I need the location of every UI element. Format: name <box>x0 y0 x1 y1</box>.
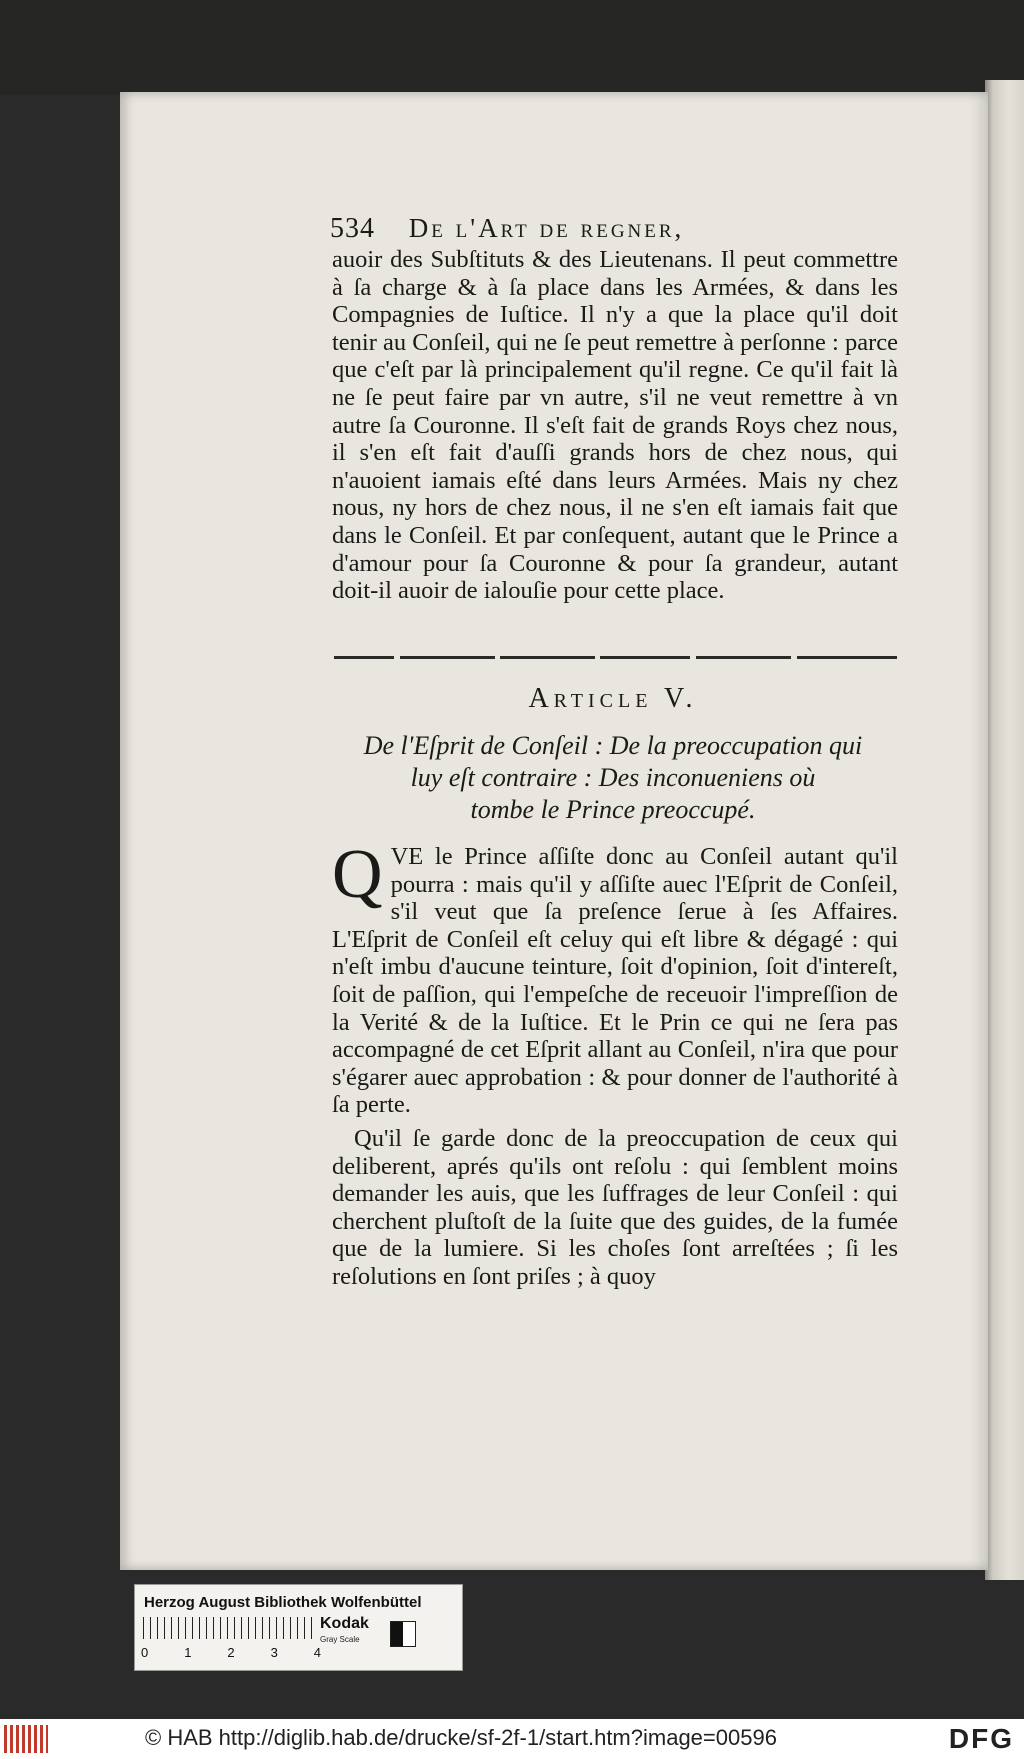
ornamental-rule <box>500 656 595 659</box>
adjacent-page-edge <box>985 80 1024 1580</box>
ornamental-rule <box>696 656 791 659</box>
ornamental-rule <box>400 656 495 659</box>
paragraph-1-text: auoir des Subſtituts & des Lieutenans. Il peut commettre à ſa charge & à ſa place dans les Armées, & dans les Compagnies de Iuſtice. Il n'y a que la place qu'il doit tenir au Conſeil, qui ne ſe peut remettre à perſonne : parce que c'eſt par là principalement qu'il regne. Ce qu'il fait là ne ſe peut faire par vn autre, s'il ne veut remettre à vn autre ſa Couronne. Il s'eſt fait de grands Roys chez nous, il s'en eſt fait d'auſſi grands hors de chez nous, qui n'auoient iamais eſté dans leurs Armées. Mais ny chez nous, ny hors de chez nous, il ne s'en eſt iamais fait que dans le Conſeil. Et par conſequent, autant que le Prince a d'amour pour ſa Couronne & pour ſa grandeur, autant doit-il auoir de ialouſie pour cette place. <box>332 246 898 605</box>
subtitle-line: tombe le Prince preoccupé. <box>470 795 756 824</box>
ruler-numbers <box>141 1645 321 1660</box>
ornamental-rule <box>334 656 394 659</box>
paragraph-3: Qu'il ſe garde donc de la preoccupation de ceux qui deliberent, aprés qu'ils ont reſolu : qui ſemblent moins demander les auis, que les ſuffrages de leur Conſeil : qui cherchent pluſtoſt de la ſuite que des guides, de la fumée que de la lumiere. Si les choſes ſont arreſtées ; ſi les reſolutions en ſont priſes ; à quoy <box>332 1125 898 1290</box>
ornamental-rule <box>600 656 690 659</box>
paragraph-1 <box>332 246 898 605</box>
subtitle-line: luy eſt contraire : Des inconueniens où <box>410 763 816 792</box>
ruler-number: 2 <box>227 1645 235 1660</box>
dfg-logo: DFG <box>948 1723 1014 1754</box>
article-heading: Article V. <box>528 683 698 714</box>
page-number: 534 <box>330 213 375 244</box>
footer-link[interactable]: © HAB http://diglib.hab.de/drucke/sf-2f-1/start.htm?image=00596 <box>145 1725 777 1750</box>
ornamental-rule <box>797 656 897 659</box>
article-subtitle <box>330 730 896 826</box>
library-scan-label <box>134 1584 463 1671</box>
drop-cap: Q <box>332 836 383 913</box>
gray-scale-swatch <box>390 1621 416 1647</box>
subtitle-line: De l'Eſprit de Conſeil : De la preoccupation qui <box>363 731 863 760</box>
kodak-brand: Kodak <box>320 1615 369 1632</box>
running-title: De l'Art de regner, <box>408 213 685 243</box>
ruler-number: 3 <box>270 1645 278 1660</box>
library-name: Herzog August Bibliothek Wolfenbüttel <box>144 1594 422 1611</box>
paragraph-2-text: VE le Prince aſſiſte donc au Conſeil autant qu'il pourra : mais qu'il y aſſiſte auec l'Eſprit de Conſeil, s'il veut que ſa preſence ſerue à ſes Affaires. L'Eſprit de Conſeil eſt celuy qui eſt libre & dégagé : qui n'eſt imbu d'aucune teinture, ſoit d'opinion, ſoit d'intereſt, ſoit de paſſion, qui l'empeſche de receuoir l'impreſſion de la Verité & de la Iuſtice. Et le Prin ce qui ne ſera pas accompagné de cet Eſprit allant au Conſeil, n'ira que pour s'égarer auec approbation : & pour donner de l'authorité à ſa perte. <box>332 843 898 1119</box>
paragraph-2 <box>332 836 898 1119</box>
gray-scale-caption: Gray Scale <box>320 1635 360 1644</box>
ruler-number: 4 <box>313 1645 321 1660</box>
ruler-scale <box>143 1617 313 1639</box>
scan-background <box>0 0 1024 95</box>
running-header <box>330 213 890 245</box>
footer-bar <box>0 1719 1024 1759</box>
hab-logo-icon <box>4 1725 48 1753</box>
ruler-number: 0 <box>141 1645 149 1660</box>
ruler-number: 1 <box>184 1645 192 1660</box>
